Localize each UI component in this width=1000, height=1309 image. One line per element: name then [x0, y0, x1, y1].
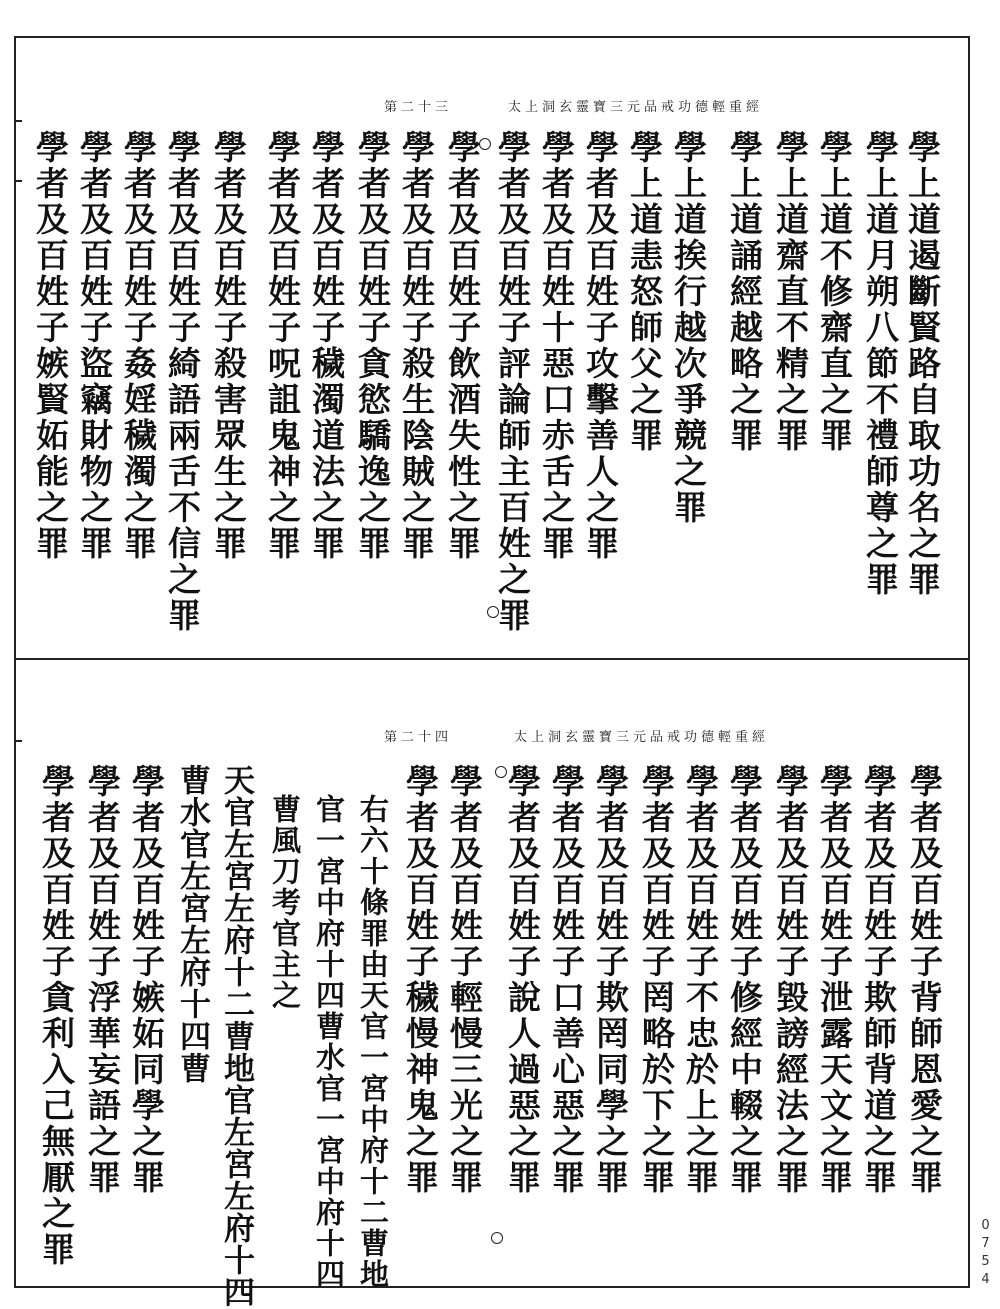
text-column: 學者及百姓子嫉賢妬能之罪	[31, 130, 70, 562]
text-column: 學者及百姓子欺師背道之罪	[859, 764, 898, 1196]
bottom-panel-title: 太上洞玄靈寶三元品戒功德輕重經	[514, 730, 770, 745]
text-column: 學者及百姓子輕慢三光之罪	[445, 764, 484, 1196]
text-column: 官一宮中府十四曹水官一宮中府十四	[312, 794, 346, 1290]
text-column: 學者及百姓子浮華妄語之罪	[83, 764, 122, 1196]
top-panel-chapter: 第二十三	[384, 100, 453, 115]
text-column: 學者及百姓子殺生陰賊之罪	[397, 130, 436, 562]
text-column: 天官左宮左府十二曹地官左宮左府十四	[218, 764, 254, 1308]
text-column: 學上道月朔八節不禮師尊之罪	[861, 130, 900, 598]
text-column: 學者及百姓子姦婬穢濁之罪	[119, 130, 158, 562]
text-column: 學者及百姓子綺語兩舌不信之罪	[163, 130, 202, 634]
text-column: 學者及百姓子毀謗經法之罪	[771, 764, 810, 1196]
text-column: 學上道恚怒師父之罪	[625, 130, 664, 454]
text-column: 學上道遏斷賢路自取功名之罪	[903, 130, 942, 598]
page-number: 0754	[978, 1218, 993, 1290]
bottom-panel-chapter: 第二十四	[384, 730, 453, 745]
text-column: 學者及百姓子欺罔同學之罪	[591, 764, 630, 1196]
text-column: 學者及百姓子攻擊善人之罪	[581, 130, 620, 562]
text-column: 學者及百姓子口善心惡之罪	[547, 764, 586, 1196]
text-column: 學者及百姓子修經中輟之罪	[725, 764, 764, 1196]
text-column: 曹水官左宮左府十四曹	[174, 764, 210, 1084]
margin-tick	[14, 180, 22, 182]
text-column: 學上道誦經越略之罪	[725, 130, 764, 454]
top-panel-title: 太上洞玄靈寶三元品戒功德輕重經	[508, 100, 764, 115]
text-column: 學者及百姓子說人過惡之罪	[503, 764, 542, 1196]
text-column: 學者及百姓子殺害眾生之罪	[209, 130, 248, 562]
text-column: 學者及百姓子罔略於下之罪	[637, 764, 676, 1196]
text-column: 學者及百姓子盜竊財物之罪	[75, 130, 114, 562]
text-column: 右六十條罪由天官一宮中府十二曹地	[356, 794, 390, 1290]
text-column: 學者及百姓子背師恩愛之罪	[905, 764, 944, 1196]
circle-mark	[491, 1232, 503, 1244]
text-column: 學者及百姓子嫉妬同學之罪	[127, 764, 166, 1196]
text-column: 學上道不修齋直之罪	[815, 130, 854, 454]
text-column: 學上道齋直不精之罪	[771, 130, 810, 454]
text-column: 學者及百姓子飲酒失性之罪	[443, 130, 482, 562]
margin-tick	[14, 740, 22, 742]
text-column: 學者及百姓子穢濁道法之罪	[307, 130, 346, 562]
text-column: 學者及百姓子評論師主百姓之罪	[493, 130, 532, 634]
circle-mark	[495, 766, 507, 778]
text-column: 學者及百姓子貪利入己無厭之罪	[37, 764, 76, 1268]
text-column: 學者及百姓子貪慾驕逸之罪	[353, 130, 392, 562]
text-column: 曹風刀考官主之	[268, 794, 302, 1011]
text-column: 學者及百姓子不忠於上之罪	[681, 764, 720, 1196]
text-column: 學上道挨行越次爭競之罪	[669, 130, 708, 526]
text-column: 學者及百姓十惡口赤舌之罪	[537, 130, 576, 562]
text-column: 學者及百姓子穢慢神鬼之罪	[401, 764, 440, 1196]
panel-divider	[14, 658, 970, 660]
circle-mark	[487, 606, 499, 618]
text-column: 學者及百姓子泄露天文之罪	[815, 764, 854, 1196]
circle-mark	[479, 138, 491, 150]
margin-tick	[14, 120, 22, 122]
text-column: 學者及百姓子呪詛鬼神之罪	[263, 130, 302, 562]
